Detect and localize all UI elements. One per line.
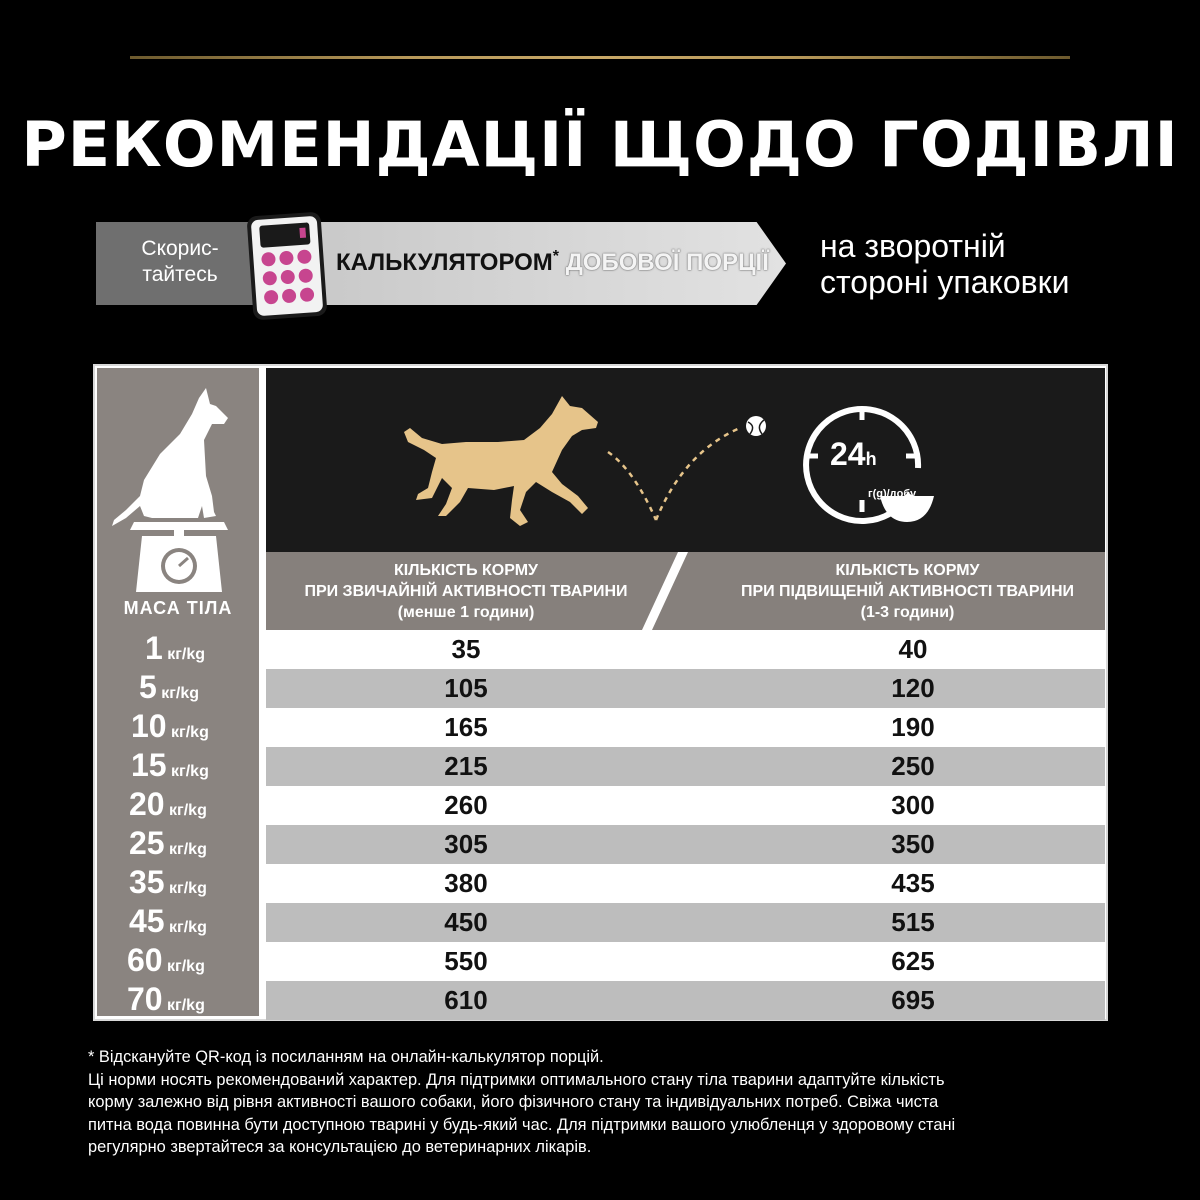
footnote-line2: Ці норми носять рекомендований характер. Для підтримки оптимального стану тіла тварини адаптуйте кількість	[88, 1070, 945, 1089]
value-normal: 380	[444, 868, 488, 898]
weight-unit: кг/kg	[171, 724, 209, 741]
weight-number: 35	[129, 864, 165, 900]
weight-unit: кг/kg	[161, 685, 200, 702]
weight-unit: кг/kg	[169, 841, 207, 858]
weight-unit: кг/kg	[169, 919, 207, 936]
banner-main-text	[336, 248, 769, 277]
weight-label	[97, 825, 291, 862]
calculator-icon	[244, 210, 330, 322]
weight-label	[97, 630, 307, 667]
weight-label	[97, 864, 291, 901]
clock-label	[830, 436, 877, 473]
column-a-line1: КІЛЬКІСТЬ КОРМУ	[394, 562, 538, 579]
weight-label	[97, 669, 301, 706]
value-high: 350	[891, 829, 935, 859]
calc-word: КАЛЬКУЛЯТОРОМ	[336, 249, 553, 276]
value-normal: 610	[444, 985, 488, 1015]
column-b-line3: (1-3 години)	[860, 604, 955, 621]
footnote	[88, 1046, 1128, 1159]
footnote-line1: * Відскануйте QR-код із посиланням на онлайн-калькулятор порцій.	[88, 1048, 604, 1066]
column-b-title	[700, 560, 1115, 623]
weight-label	[97, 708, 293, 745]
weight-number: 5	[139, 669, 157, 705]
footnote-line3: корму залежно від рівня активності вашого собаки, його фізичного стану та індивідуальних потреб. Свіжа чиста	[88, 1093, 939, 1111]
value-high: 435	[891, 868, 935, 898]
weight-unit: кг/kg	[171, 763, 209, 780]
banner-right-line2: стороні упаковки	[820, 264, 1070, 300]
weight-label	[97, 747, 293, 784]
bowl-label: г(g)/добу	[868, 488, 917, 500]
value-high: 300	[891, 790, 935, 820]
weight-label	[97, 903, 291, 940]
weight-number: 45	[129, 903, 165, 939]
value-high: 625	[891, 946, 935, 976]
banner-right-line1: на зворотній	[820, 228, 1006, 264]
value-normal: 450	[444, 907, 488, 937]
weight-number: 60	[127, 942, 163, 978]
column-a-line3: (менше 1 години)	[397, 604, 535, 621]
column-b-line2: ПРИ ПІДВИЩЕНІЙ АКТИВНОСТІ ТВАРИНИ	[740, 583, 1075, 600]
weight-number: 25	[129, 825, 165, 861]
gold-divider	[130, 56, 1070, 59]
weight-label	[97, 942, 289, 979]
weight-label	[97, 981, 289, 1018]
clock-unit: h	[865, 449, 877, 469]
banner-left-line2: тайтесь	[142, 263, 218, 286]
clock-number: 24	[830, 436, 866, 472]
weight-unit: кг/kg	[167, 646, 206, 663]
value-normal: 260	[444, 790, 488, 820]
weight-number: 70	[127, 981, 163, 1017]
value-normal: 215	[444, 751, 488, 781]
weight-number: 10	[131, 708, 167, 744]
asterisk: *	[552, 248, 560, 265]
value-normal: 165	[444, 712, 488, 742]
value-high: 515	[891, 907, 935, 937]
weight-unit: кг/kg	[169, 802, 207, 819]
weight-unit: кг/kg	[167, 958, 205, 975]
banner-left-line1: Скорис-	[141, 237, 219, 260]
value-high: 40	[898, 634, 928, 664]
weight-number: 20	[129, 786, 165, 822]
mass-header: МАСА ТІЛА	[123, 598, 233, 618]
banner-right-text	[820, 228, 1140, 300]
value-high: 250	[891, 751, 935, 781]
value-normal: 35	[451, 634, 481, 664]
footnote-line5: регулярно звертайтеся за консультацією до ветеринарних лікарів.	[88, 1138, 592, 1156]
portion-words: ДОБОВОЇ ПОРЦІЇ	[565, 249, 769, 276]
weight-unit: кг/kg	[167, 997, 205, 1014]
weight-number: 1	[145, 630, 163, 666]
weight-label	[97, 786, 291, 823]
banner-left-text	[110, 236, 250, 288]
value-normal: 305	[444, 829, 488, 859]
weight-number: 15	[131, 747, 167, 783]
ball-trajectory-icon	[604, 412, 770, 528]
running-dog-icon	[402, 392, 612, 528]
value-high: 695	[891, 985, 935, 1015]
column-a-title	[266, 560, 666, 623]
value-normal: 105	[444, 673, 488, 703]
value-high: 190	[891, 712, 935, 742]
footnote-line4: питна вода повинна бути доступною тварині у будь-який час. Для підтримки вашого улюбленця у здоровому стані	[88, 1115, 956, 1134]
page-title: РЕКОМЕНДАЦІЇ ЩОДО ГОДІВЛІ	[21, 108, 1179, 181]
value-normal: 550	[444, 946, 488, 976]
column-b-line1: КІЛЬКІСТЬ КОРМУ	[835, 562, 980, 579]
weight-unit: кг/kg	[169, 880, 207, 897]
column-a-line2: ПРИ ЗВИЧАЙНІЙ АКТИВНОСТІ ТВАРИНИ	[304, 583, 628, 600]
dog-on-scale-icon	[104, 384, 254, 594]
value-high: 120	[891, 673, 935, 703]
